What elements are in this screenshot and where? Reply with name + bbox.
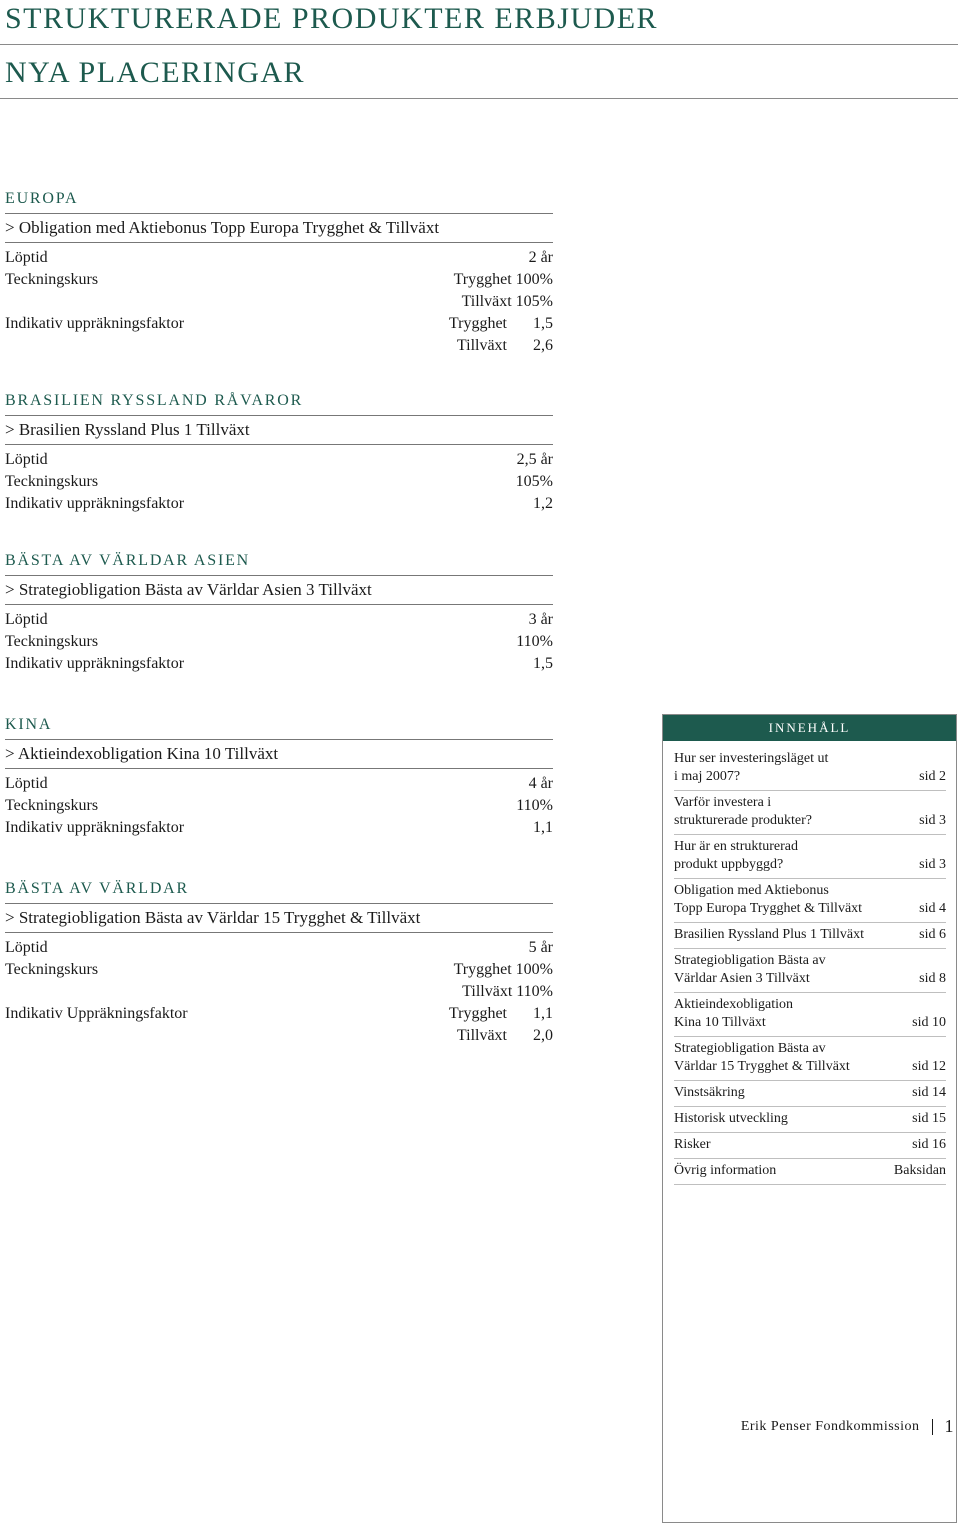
terms-value-main: 105%: [515, 473, 553, 490]
terms-table: [5, 933, 553, 1047]
contents-item-page: sid 2: [919, 769, 946, 784]
product-name: > Brasilien Ryssland Plus 1 Tillväxt: [5, 416, 553, 445]
terms-value: [529, 247, 553, 269]
terms-value-factor: 2,6: [533, 337, 553, 354]
terms-value-main: 1,5: [533, 655, 553, 672]
contents-item-title: Historisk utveckling: [674, 1111, 788, 1126]
terms-table: [5, 605, 553, 675]
page-footer: [741, 1416, 954, 1437]
terms-value-main: 1,2: [533, 495, 553, 512]
terms-value-main: Trygghet 100%: [453, 271, 553, 288]
terms-value: [533, 493, 553, 515]
terms-label: Teckningskurs: [5, 473, 99, 490]
contents-item: [674, 1107, 946, 1133]
terms-value: [517, 449, 553, 471]
title-divider: [0, 98, 958, 99]
contents-item-title: Vinstsäkring: [674, 1085, 745, 1100]
terms-value-main: Tillväxt: [456, 337, 507, 354]
contents-item-title: Brasilien Ryssland Plus 1 Tillväxt: [674, 927, 865, 942]
contents-item-title: Risker: [674, 1137, 711, 1152]
terms-value: [529, 773, 553, 795]
section-basta-av-varldar-asien: [5, 552, 553, 675]
terms-row: [5, 247, 553, 269]
terms-value: [516, 471, 553, 493]
contents-item: [674, 1081, 946, 1107]
terms-value: [454, 269, 553, 291]
contents-list: [663, 741, 956, 1185]
terms-row: [5, 291, 553, 313]
terms-value: [529, 609, 553, 631]
contents-item-title: Obligation med Aktiebonus Topp Europa Trygghet & Tillväxt: [674, 883, 863, 916]
terms-label: Löptid: [5, 775, 48, 792]
company-name: Erik Penser Fondkommission: [740, 1418, 920, 1434]
contents-item-title: Strategiobligation Bästa av Världar Asien 3 Tillväxt: [674, 953, 826, 986]
contents-item: [674, 879, 946, 923]
terms-row: [5, 795, 553, 817]
section-kina: [5, 716, 553, 839]
terms-label: Löptid: [5, 451, 48, 468]
terms-value-main: 2,5 år: [516, 451, 553, 468]
terms-row: [5, 269, 553, 291]
terms-value: [449, 313, 553, 335]
terms-label: Indikativ uppräkningsfaktor: [5, 819, 185, 836]
terms-value: [462, 291, 553, 313]
terms-row: [5, 449, 553, 471]
terms-row: [5, 1003, 553, 1025]
terms-row: [5, 313, 553, 335]
product-name: > Aktieindexobligation Kina 10 Tillväxt: [5, 740, 553, 769]
contents-item-page: sid 16: [912, 1137, 946, 1152]
terms-value-factor: 2,0: [533, 1027, 553, 1044]
section-heading: BÄSTA AV VÄRLDAR ASIEN: [5, 552, 553, 576]
product-name: > Strategiobligation Bästa av Världar 15 Trygghet & Tillväxt: [5, 904, 553, 933]
terms-value: [462, 981, 553, 1003]
terms-value-main: Trygghet: [448, 1005, 507, 1022]
product-name: > Strategiobligation Bästa av Världar Asien 3 Tillväxt: [5, 576, 553, 605]
terms-table: [5, 445, 553, 515]
terms-row: [5, 609, 553, 631]
contents-item: [674, 923, 946, 949]
terms-label: Teckningskurs: [5, 961, 99, 978]
terms-table: [5, 769, 553, 839]
section-heading: BÄSTA AV VÄRLDAR: [5, 880, 553, 904]
section-brasilien-ryssland-ravaror: [5, 392, 553, 515]
contents-item-title: Hur är en strukturerad produkt uppbyggd?: [674, 839, 799, 872]
contents-item-page: sid 4: [919, 901, 946, 916]
contents-item-page: sid 14: [912, 1085, 946, 1100]
contents-item-title: Strategiobligation Bästa av Världar 15 Trygghet & Tillväxt: [674, 1041, 850, 1074]
terms-value-main: 4 år: [528, 775, 553, 792]
section-heading: BRASILIEN RYSSLAND RÅVAROR: [5, 392, 553, 416]
contents-item: [674, 835, 946, 879]
page-number: 1: [944, 1416, 954, 1436]
terms-value: [516, 795, 553, 817]
terms-value-main: Trygghet: [448, 315, 507, 332]
contents-item-title: Aktieindexobligation Kina 10 Tillväxt: [674, 997, 793, 1030]
contents-item-title: Hur ser investeringsläget ut i maj 2007?: [674, 751, 829, 784]
contents-item-page: sid 15: [912, 1111, 946, 1126]
terms-value-main: 1,1: [533, 819, 553, 836]
contents-item-page: sid 3: [919, 813, 946, 828]
contents-item-page: sid 12: [912, 1059, 946, 1074]
terms-label: Löptid: [5, 249, 48, 266]
contents-item: [674, 949, 946, 993]
contents-heading: INNEHÅLL: [663, 715, 956, 741]
page-title-line1: STRUKTURERADE PRODUKTER ERBJUDER: [5, 2, 659, 35]
contents-item-title: Varför investera i strukturerade produkter?: [674, 795, 812, 828]
terms-value: [529, 937, 553, 959]
terms-label: Löptid: [5, 611, 48, 628]
terms-value-main: Tillväxt 105%: [461, 293, 553, 310]
section-heading: KINA: [5, 716, 553, 740]
terms-value-main: Trygghet 100%: [453, 961, 553, 978]
terms-value: [516, 631, 553, 653]
section-heading: EUROPA: [5, 190, 553, 214]
terms-value-main: 5 år: [528, 939, 553, 956]
terms-label: Indikativ uppräkningsfaktor: [5, 495, 185, 512]
terms-value-main: 3 år: [528, 611, 553, 628]
terms-value: [457, 335, 553, 357]
terms-value: [454, 959, 553, 981]
contents-item-page: sid 3: [919, 857, 946, 872]
contents-item-title: Övrig information: [674, 1163, 777, 1178]
footer-divider: [932, 1419, 933, 1435]
terms-value-main: Tillväxt 110%: [462, 983, 553, 1000]
terms-row: [5, 817, 553, 839]
terms-value-factor: 1,1: [533, 1005, 553, 1022]
terms-label: Löptid: [5, 939, 48, 956]
contents-item-page: Baksidan: [893, 1163, 946, 1178]
title-divider: [0, 44, 958, 45]
terms-row: [5, 773, 553, 795]
terms-value-factor: 1,5: [533, 315, 553, 332]
contents-item: [674, 791, 946, 835]
terms-row: [5, 471, 553, 493]
terms-value: [449, 1003, 553, 1025]
terms-value-main: 2 år: [528, 249, 553, 266]
page-title-line2: NYA PLACERINGAR: [5, 56, 306, 89]
terms-row: [5, 1025, 553, 1047]
contents-item: [674, 1037, 946, 1081]
contents-item-page: sid 6: [919, 927, 946, 942]
contents-item: [674, 1133, 946, 1159]
terms-value-main: 110%: [516, 797, 553, 814]
contents-item: [674, 993, 946, 1037]
section-basta-av-varldar: [5, 880, 553, 1047]
terms-label: Teckningskurs: [5, 271, 99, 288]
terms-value-main: 110%: [516, 633, 553, 650]
terms-row: [5, 493, 553, 515]
terms-row: [5, 653, 553, 675]
terms-label: Indikativ Uppräkningsfaktor: [5, 1005, 188, 1022]
terms-row: [5, 631, 553, 653]
terms-value-main: Tillväxt: [456, 1027, 507, 1044]
terms-label: Teckningskurs: [5, 633, 99, 650]
contents-item-page: sid 8: [919, 971, 946, 986]
terms-value: [533, 817, 553, 839]
contents-item: [674, 747, 946, 791]
terms-row: [5, 959, 553, 981]
section-europa: [5, 190, 553, 357]
terms-row: [5, 335, 553, 357]
product-name: > Obligation med Aktiebonus Topp Europa Trygghet & Tillväxt: [5, 214, 553, 243]
contents-item-page: sid 10: [912, 1015, 946, 1030]
terms-value: [533, 653, 553, 675]
terms-label: Indikativ uppräkningsfaktor: [5, 315, 185, 332]
terms-row: [5, 981, 553, 1003]
terms-row: [5, 937, 553, 959]
terms-label: Teckningskurs: [5, 797, 99, 814]
terms-table: [5, 243, 553, 357]
contents-item: [674, 1159, 946, 1185]
terms-value: [457, 1025, 553, 1047]
terms-label: Indikativ uppräkningsfaktor: [5, 655, 185, 672]
contents-box: [662, 714, 957, 1523]
